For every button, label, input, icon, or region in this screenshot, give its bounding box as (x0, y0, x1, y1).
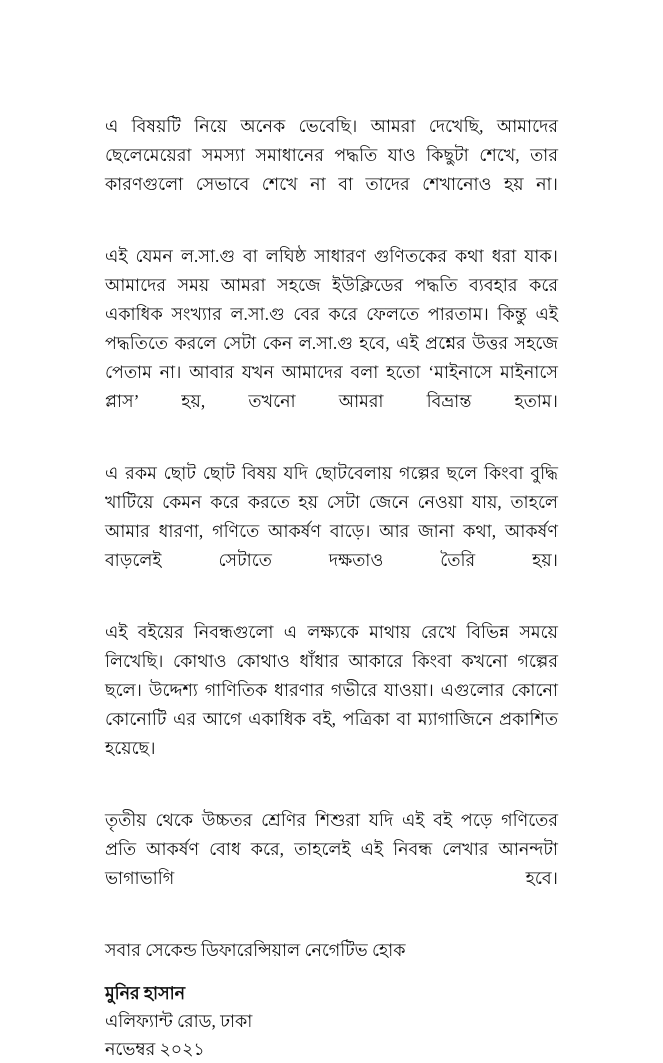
signature-block (105, 979, 558, 1063)
author-name: মুনির হাসান (105, 983, 186, 1003)
author-address: এলিফ্যান্ট রোড, ঢাকা (105, 1011, 253, 1031)
body-paragraph-1: এ বিষয়টি নিয়ে অনেক ভেবেছি। আমরা দেখেছি, আমাদের ছেলেমেয়েরা সমস্যা সমাধানের পদ্ধতি যাও কিছুটা শেখে, তার কারণগুলো সেভাবে শেখে না বা তাদের শেখানোও হয় না। (105, 116, 558, 194)
body-paragraph-4: এই বইয়ের নিবন্ধগুলো এ লক্ষ্যকে মাথায় রেখে বিভিন্ন সময়ে লিখেছি। কোথাও কোথাও ধাঁধার আকারে কিংবা কখনো গল্পের ছলে। উদ্দেশ্য গাণিতিক ধারণার গভীরে যাওয়া। এগুলোর কোনো কোনোটি এর আগে একাধিক বই, পত্রিকা বা ম্যাগাজিনে প্রকাশিত হয়েছে। (105, 622, 558, 758)
body-paragraph-3: এ রকম ছোট ছোট বিষয় যদি ছোটবেলায় গল্পের ছলে কিংবা বুদ্ধি খাটিয়ে কেমন করে করতে হয় সেটা জেনে নেওয়া যায়, তাহলে আমার ধারণা, গণিতে আকর্ষণ বাড়ে। আর জানা কথা, আকর্ষণ বাড়লেই সেটাতে দক্ষতাও তৈরি হয়। (105, 463, 558, 570)
body-paragraph-5: তৃতীয় থেকে উচ্চতর শ্রেণির শিশুরা যদি এই বই পড়ে গণিতের প্রতি আকর্ষণ বোধ করে, তাহলেই এই নিবন্ধ লেখার আনন্দটা ভাগাভাগি হবে। (105, 810, 558, 888)
author-date: নভেম্বর ২০২১ (105, 1039, 205, 1059)
closing-line: সবার সেকেন্ড ডিফারেন্সিয়াল নেগেটিভ হোক (105, 940, 406, 960)
document-text-column (105, 112, 558, 1063)
body-paragraph-2: এই যেমন ল.সা.গু বা লঘিষ্ঠ সাধারণ গুণিতকের কথা ধরা যাক। আমাদের সময় আমরা সহজে ইউক্লিডের পদ্ধতি ব্যবহার করে একাধিক সংখ্যার ল.সা.গু বের করে ফেলতে পারতাম। কিন্তু এই পদ্ধতিতে করলে সেটা কেন ল.সা.গু হবে, এই প্রশ্নের উত্তর সহজে পেতাম না। আবার যখন আমাদের বলা হতো ‘মাইনাসে মাইনাসে প্লাস’ হয়, তখনো আমরা বিভ্রান্ত হতাম। (105, 246, 558, 411)
